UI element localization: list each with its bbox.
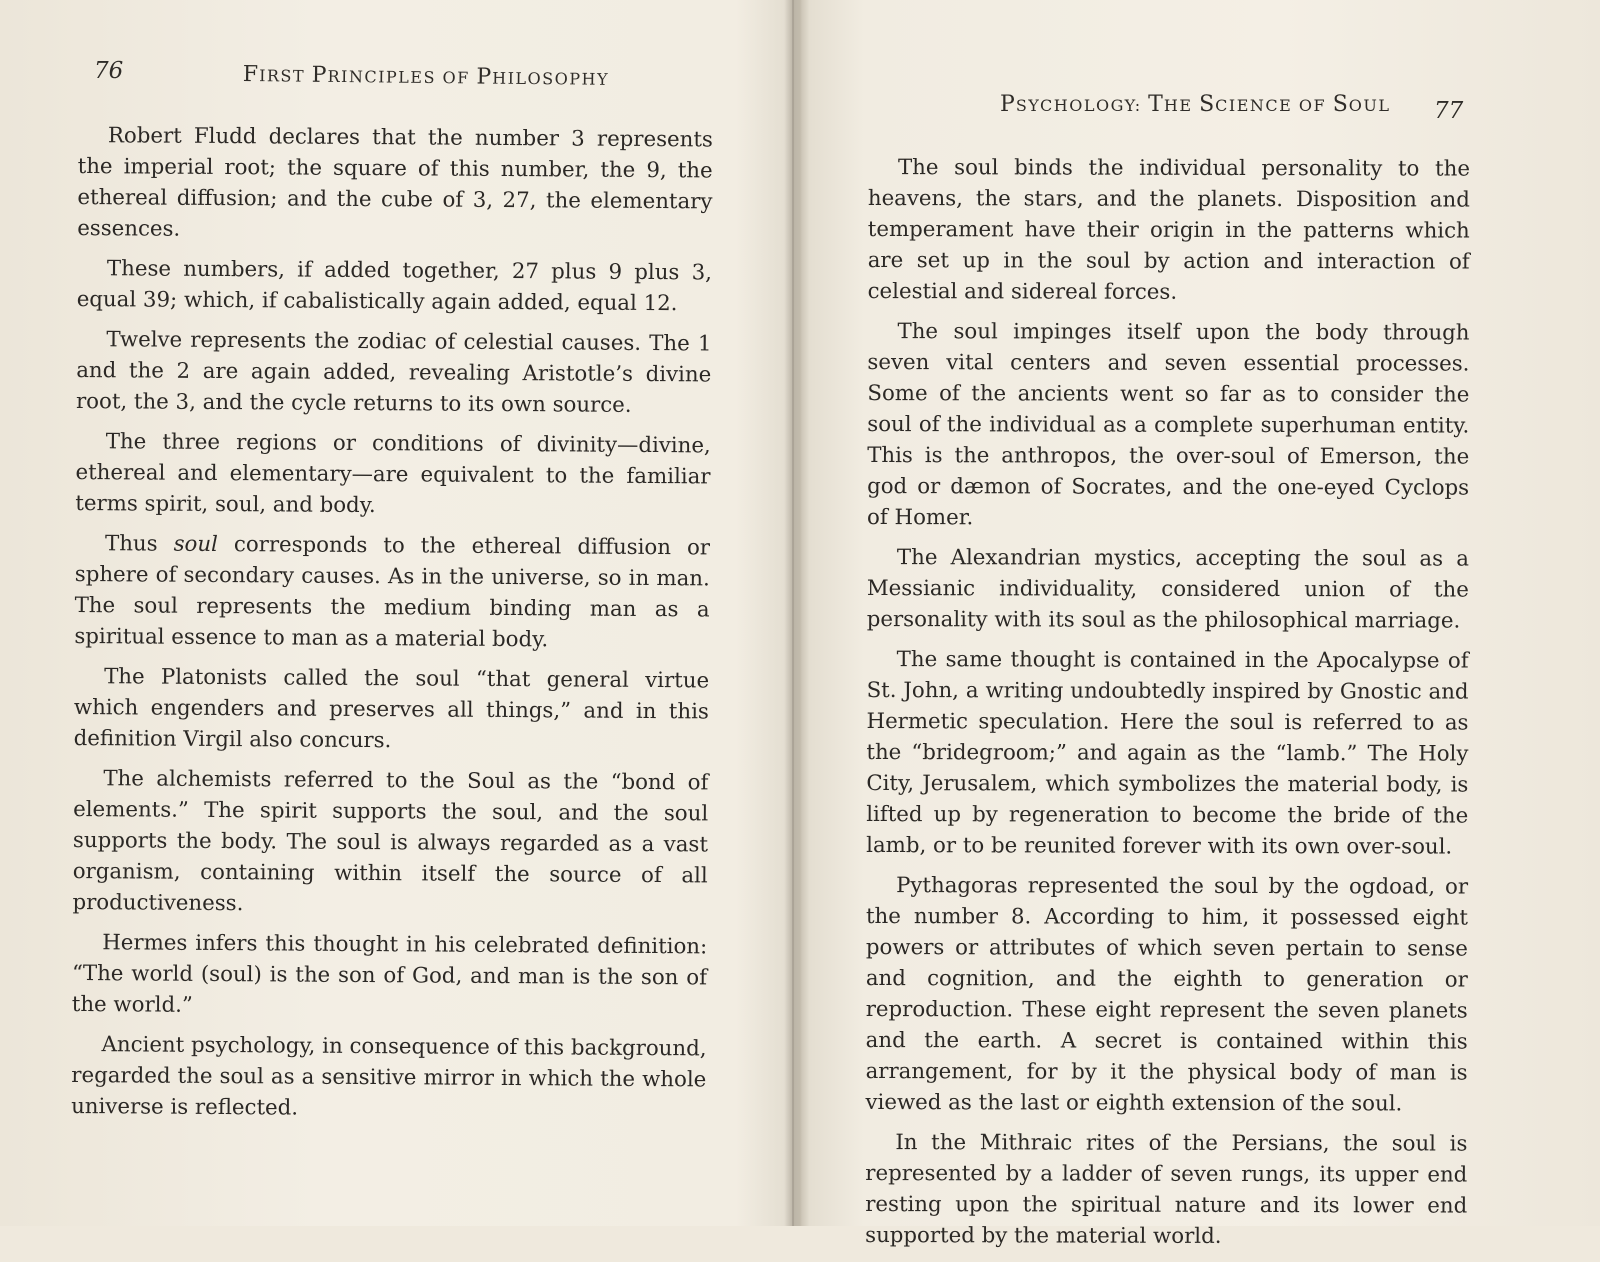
- right-page-number: 77: [1434, 98, 1464, 124]
- paragraph: The same thought is contained in the Apocalypse of St. John, a writing undoubtedly inspired by Gnostic and Hermetic speculation. Here the soul is referred to as the “bridegroom;” and again as the “lamb.” The Holy City, Jerusalem, which symbolizes the material body, is lifted up by regeneration to become the bride of the lamb, or to be reunited forever with its own over-soul.: [866, 647, 1469, 860]
- emphasis-soul: soul: [173, 531, 219, 557]
- paragraph: Robert Fludd declares that the number 3 represents the imperial root; the square of this number, the 9, the ethereal diffusion; and the cube of 3, 27, the elementary essences.: [77, 123, 713, 242]
- paragraph: The soul binds the individual personality to the heavens, the stars, and the planets. Disposition and temperament have their origin in the patterns which are set up in the soul by action and interaction of celestial and sidereal forces.: [867, 155, 1470, 305]
- paragraph: The Platonists called the soul “that general virtue which engenders and preserves all things,” and in this definition Virgil also concurs.: [73, 664, 710, 754]
- paragraph: The Alexandrian mystics, accepting the soul as a Messianic individuality, considered union of the personality with its soul as the philosophical marriage.: [866, 545, 1469, 634]
- left-running-head: FIRST PRINCIPLES OF PHILOSOPHY: [242, 62, 610, 90]
- left-page: [0, 0, 790, 1226]
- paragraph: These numbers, if added together, 27 plus 9 plus 3, equal 39; which, if cabalistically again added, equal 12.: [76, 256, 713, 317]
- left-page-number: 76: [94, 58, 124, 84]
- paragraph: Hermes infers this thought in his celebrated definition: “The world (soul) is the son of God, and man is the son of the world.”: [71, 930, 708, 1018]
- paragraph: Ancient psychology, in consequence of this background, regarded the soul as a sensitive mirror in which the whole universe is reflected.: [71, 1032, 707, 1121]
- paragraph: Thus soul corresponds to the ethereal diffusion or sphere of secondary causes. As in the universe, so in man. The soul represents the medium binding man as a spiritual essence to man as a material body.: [74, 531, 711, 653]
- paragraph: The three regions or conditions of divinity—divine, ethereal and elementary—are equivalent to the familiar terms spirit, soul, and body.: [75, 429, 711, 519]
- right-page: [800, 0, 1600, 1249]
- paragraph: Pythagoras represented the soul by the ogdoad, or the number 8. According to him, it possessed eight powers or attributes of which seven pertain to sense and cognition, and the eighth to generation or reproduction. These eight represent the seven planets and the earth. A secret is contained within this arrangement, for by it the physical body of man is viewed as the last or eighth extension of the soul.: [865, 873, 1469, 1117]
- paragraph: The alchemists referred to the Soul as the “bond of elements.” The spirit supports the soul, and the soul supports the body. The soul is always regarded as a vast organism, containing within itself the source of all productiveness.: [72, 766, 709, 917]
- paragraph: Twelve represents the zodiac of celestial causes. The 1 and the 2 are again added, revealing Aristotle’s divine root, the 3, and the cycle returns to its own source.: [75, 327, 712, 418]
- left-body-text: [71, 120, 713, 1135]
- paragraph: In the Mithraic rites of the Persians, the soul is represented by a ladder of seven rungs, its upper end resting upon the spiritual nature and its lower end supported by the material world.: [865, 1130, 1468, 1249]
- right-running-head: PSYCHOLOGY: THE SCIENCE OF SOUL: [1000, 92, 1391, 117]
- right-body-text: [865, 152, 1470, 1262]
- paragraph: The soul impinges itself upon the body through seven vital centers and seven essential processes. Some of the ancients went so far as to consider the soul of the individual as a complete superhuman entity. This is the anthropos, the over-soul of Emerson, the god or dæmon of Socrates, and the one-eyed Cyclops of Homer.: [867, 319, 1470, 531]
